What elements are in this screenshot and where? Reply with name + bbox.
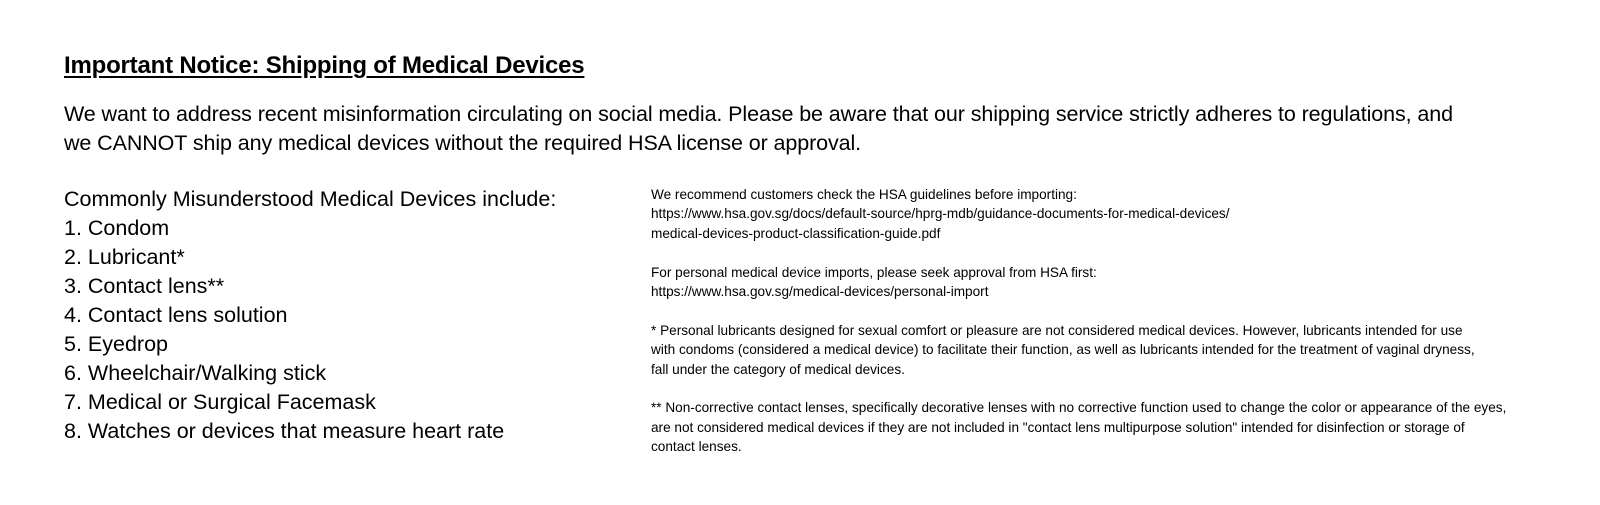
guidelines-url-part-1: https://www.hsa.gov.sg/docs/default-source/hprg-mdb/guidance-documents-for-medical-devices/ — [651, 206, 1230, 222]
guidelines-paragraph — [651, 185, 1591, 243]
device-item-contact-lens-solution: 4. Contact lens solution — [64, 303, 288, 327]
lubricant-footnote-line-1: * Personal lubricants designed for sexual comfort or pleasure are not considered medical devices. However, lubricants intended for use — [651, 322, 1463, 338]
contact-lens-footnote-line-2: are not considered medical devices if they are not included in "contact lens multipurpose solution" intended for disinfection or storage of — [651, 419, 1465, 435]
guidelines-url-part-2: medical-devices-product-classification-guide.pdf — [651, 225, 941, 241]
notice-intro-line-2: we CANNOT ship any medical devices without the required HSA license or approval. — [64, 131, 862, 155]
device-item-contact-lens: 3. Contact lens** — [64, 274, 225, 298]
devices-list — [64, 214, 624, 446]
lubricant-footnote-line-2: with condoms (considered a medical device) to facilitate their function, as well as lubricants intended for the treatment of vaginal dryness, — [651, 342, 1475, 358]
notice-intro — [64, 100, 1554, 158]
personal-import-url: https://www.hsa.gov.sg/medical-devices/personal-import — [651, 284, 989, 300]
device-item-heart-rate-watch: 8. Watches or devices that measure heart rate — [64, 419, 505, 443]
lubricant-footnote-line-3: fall under the category of medical devices. — [651, 361, 905, 377]
contact-lens-footnote-line-1: ** Non-corrective contact lenses, specifically decorative lenses with no corrective function used to change the color or appearance of the eyes, — [651, 400, 1507, 416]
lubricant-footnote — [651, 321, 1591, 379]
personal-import-paragraph — [651, 263, 1591, 302]
personal-import-text: For personal medical device imports, please seek approval from HSA first: — [651, 264, 1097, 280]
notice-title: Important Notice: Shipping of Medical Devices — [64, 52, 585, 79]
devices-section — [64, 185, 624, 446]
contact-lens-footnote — [651, 398, 1591, 456]
device-item-eyedrop: 5. Eyedrop — [64, 332, 168, 356]
guidelines-text: We recommend customers check the HSA guidelines before importing: — [651, 187, 1077, 202]
device-item-facemask: 7. Medical or Surgical Facemask — [64, 390, 376, 414]
notice-intro-line-1: We want to address recent misinformation circulating on social media. Please be aware that our shipping service strictly adheres to regulations, and — [64, 102, 1453, 126]
device-item-condom: 1. Condom — [64, 216, 170, 240]
info-section — [651, 185, 1591, 476]
device-item-lubricant: 2. Lubricant* — [64, 245, 185, 269]
device-item-wheelchair: 6. Wheelchair/Walking stick — [64, 361, 327, 385]
contact-lens-footnote-line-3: contact lenses. — [651, 439, 742, 455]
devices-heading: Commonly Misunderstood Medical Devices include: — [64, 187, 557, 211]
